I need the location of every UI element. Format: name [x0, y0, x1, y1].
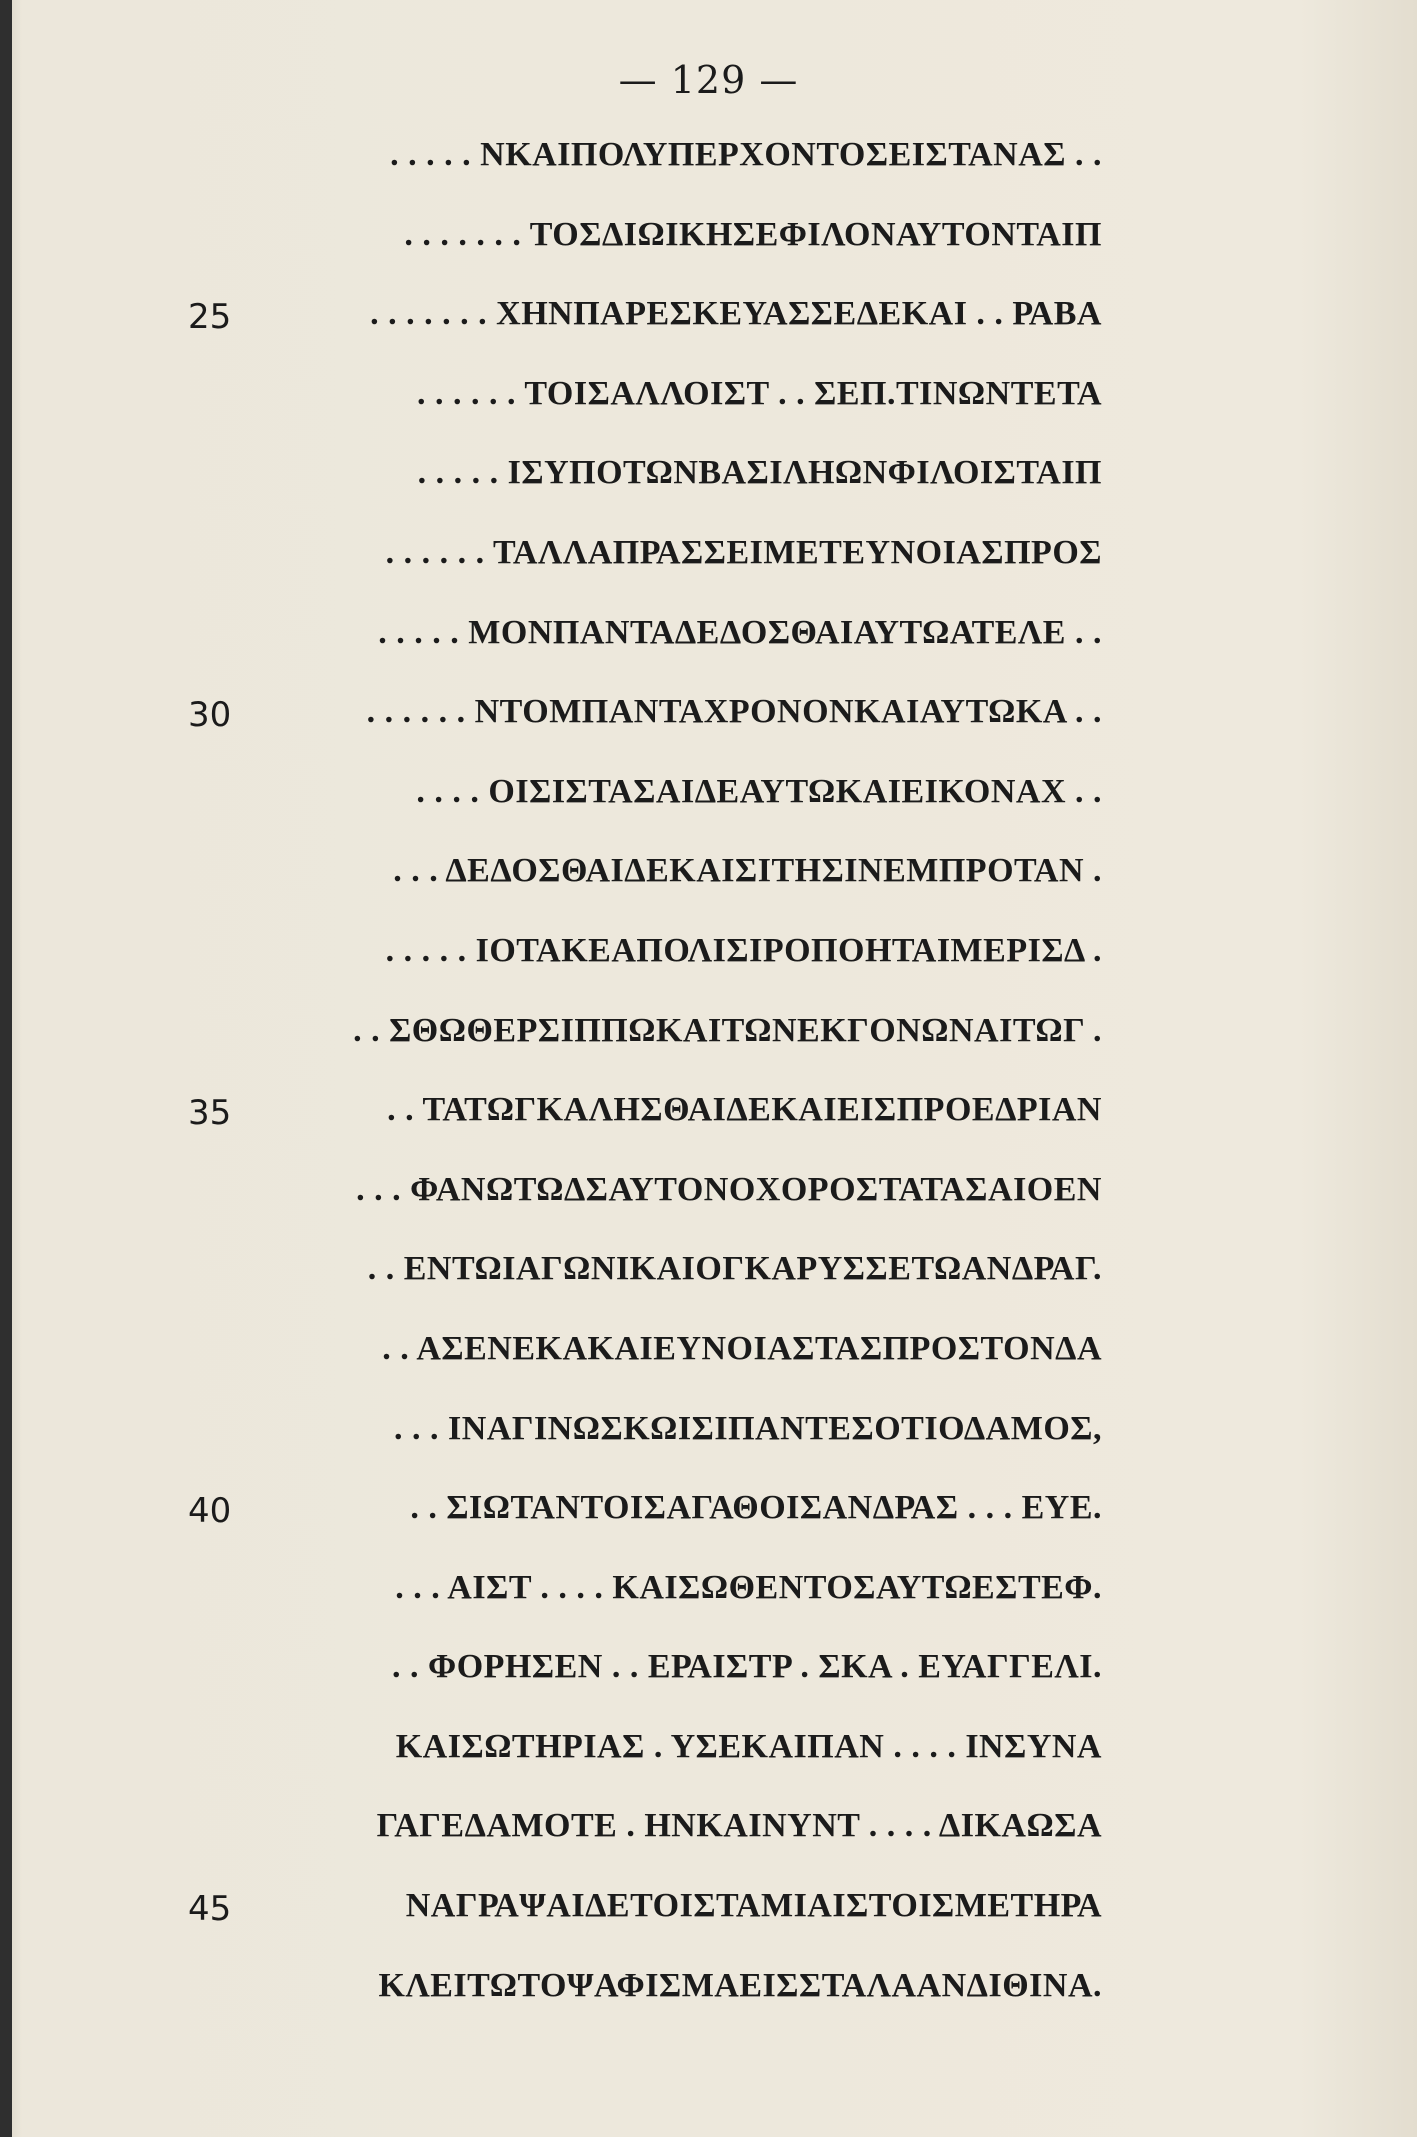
text-line — [0, 1402, 1417, 1482]
line-text: . . . . . . ΤΑΛΛΑΠΡΑΣΣΕΙΜΕΤΕΥΝΟΙΑΣΠΡΟΣ — [385, 533, 1102, 571]
text-line — [0, 606, 1417, 686]
text-line — [0, 1163, 1417, 1243]
line-number: 25 — [188, 297, 232, 338]
line-text: . . ΑΣΕΝΕΚΑΚΑΙΕΥΝΟΙΑΣΤΑΣΠΡΟΣΤΟΝΔΑ — [382, 1329, 1102, 1367]
line-text: . . . . . ΜΟΝΠΑΝΤΑΔΕΔΟΣΘΑΙΑΥΤΩΑΤΕΛΕ . . — [378, 613, 1102, 651]
line-text: . . ΣΙΩΤΑΝΤΟΙΣΑΓΑΘΟΙΣΑΝΔΡΑΣ . . . ΕΥΕ. — [410, 1489, 1102, 1527]
text-line — [0, 1083, 1417, 1163]
text-line — [0, 526, 1417, 606]
line-text: . . . . . ΝΚΑΙΠΟΛΥΠΕΡΧΟΝΤΟΣΕΙΣΤΑΝΑΣ . . — [390, 136, 1102, 173]
line-text: ΝΑΓΡΑΨΑΙΔΕΤΟΙΣΤΑΜΙΑΙΣΤΟΙΣΜΕΤΗΡΑ — [405, 1887, 1102, 1925]
line-text: . . . . . . ΝΤΟΜΠΑΝΤΑΧΡΟΝΟΝΚΑΙΑΥΤΩΚΑ . . — [366, 693, 1102, 731]
line-text: . . . . ΟΙΣΙΣΤΑΣΑΙΔΕΑΥΤΩΚΑΙΕΙΚΟΝΑΧ . . — [416, 772, 1102, 810]
line-text: . . . ΙΝΑΓΙΝΩΣΚΩΙΣΙΠΑΝΤΕΣΟΤΙΟΔΑΜΟΣ, — [394, 1409, 1102, 1447]
line-text: ΚΑΙΣΩΤΗΡΙΑΣ . ΥΣΕΚΑΙΠΑΝ . . . . ΙΝΣΥΝΑ — [395, 1727, 1102, 1765]
text-line — [0, 208, 1417, 288]
text-line — [0, 1720, 1417, 1800]
line-text: . . ΕΝΤΩΙΑΓΩΝΙΚΑΙΟΓΚΑΡΥΣΣΕΤΩΑΝΔΡΑΓ. — [367, 1250, 1102, 1288]
text-line — [0, 685, 1417, 765]
text-line — [0, 367, 1417, 447]
line-text: . . . ΑΙΣΤ . . . . ΚΑΙΣΩΘΕΝΤΟΣΑΥΤΩΕΣΤΕΦ. — [395, 1568, 1102, 1606]
line-text: . . . . . . ΤΟΙΣΑΛΛΟΙΣΤ . . ΣΕΠ.ΤΙΝΩΝΤΕΤΑ — [416, 374, 1102, 412]
text-line — [0, 287, 1417, 367]
text-line — [0, 924, 1417, 1004]
text-line — [0, 1799, 1417, 1879]
line-text: . . . ΦΑΝΩΤΩΔΣΑΥΤΟΝΟΧΟΡΟΣΤΑΤΑΣΑΙΟΕΝ — [356, 1170, 1102, 1208]
text-line — [0, 1322, 1417, 1402]
text-line — [0, 1561, 1417, 1641]
line-number: 35 — [188, 1093, 232, 1134]
line-text: . . . ΔΕΔΟΣΘΑΙΔΕΚΑΙΣΙΤΗΣΙΝΕΜΠΡΟΤΑΝ . — [393, 852, 1102, 890]
line-number: 45 — [188, 1889, 232, 1930]
line-text: . . ΤΑΤΩΓΚΑΛΗΣΘΑΙΔΕΚΑΙΕΙΣΠΡΟΕΔΡΙΑΝ — [387, 1091, 1102, 1129]
text-line — [0, 1959, 1417, 2039]
line-number: 40 — [188, 1491, 232, 1532]
text-line — [0, 446, 1417, 526]
line-text: . . ΦΟΡΗΣΕΝ . . ΕΡΑΙΣΤΡ . ΣΚΑ . ΕΥΑΓΓΕΛΙ. — [392, 1648, 1102, 1686]
line-text: ΚΛΕΙΤΩΤΟΨΑΦΙΣΜΑΕΙΣΣΤΑΛΑΑΝΔΙΘΙΝΑ. — [378, 1966, 1102, 2004]
line-text: . . . . . . . ΤΟΣΔΙΩΙΚΗΣΕΦΙΛΟΝΑΥΤΟΝΤΑΙΠ — [404, 215, 1102, 253]
line-text: . . . . . ΙΣΥΠΟΤΩΝΒΑΣΙΛΗΩΝΦΙΛΟΙΣΤΑΙΠ — [417, 454, 1102, 492]
text-line — [0, 1879, 1417, 1959]
page-number: — 129 — — [618, 58, 799, 102]
line-text: . . ΣΘΩΘΕΡΣΙΠΠΩΚΑΙΤΩΝΕΚΓΟΝΩΝΑΙΤΩΓ . — [353, 1011, 1102, 1049]
inscription-text — [0, 128, 1417, 2038]
text-line — [0, 1004, 1417, 1084]
line-number: 30 — [188, 695, 232, 736]
text-line — [0, 128, 1417, 208]
text-line — [0, 844, 1417, 924]
text-line — [0, 765, 1417, 845]
text-line — [0, 1481, 1417, 1561]
line-text: ΓΑΓΕΔΑΜΟΤΕ . ΗΝΚΑΙΝΥΝΤ . . . . ΔΙΚΑΩΣΑ — [376, 1807, 1102, 1845]
line-text: . . . . . . . ΧΗΝΠΑΡΕΣΚΕΥΑΣΣΕΔΕΚΑΙ . . ΡΑΒΑ — [370, 295, 1102, 333]
text-line — [0, 1640, 1417, 1720]
line-text: . . . . . ΙΟΤΑΚΕΑΠΟΛΙΣΙΡΟΠΟΗΤΑΙΜΕΡΙΣΔ . — [385, 931, 1102, 969]
text-line — [0, 1242, 1417, 1322]
